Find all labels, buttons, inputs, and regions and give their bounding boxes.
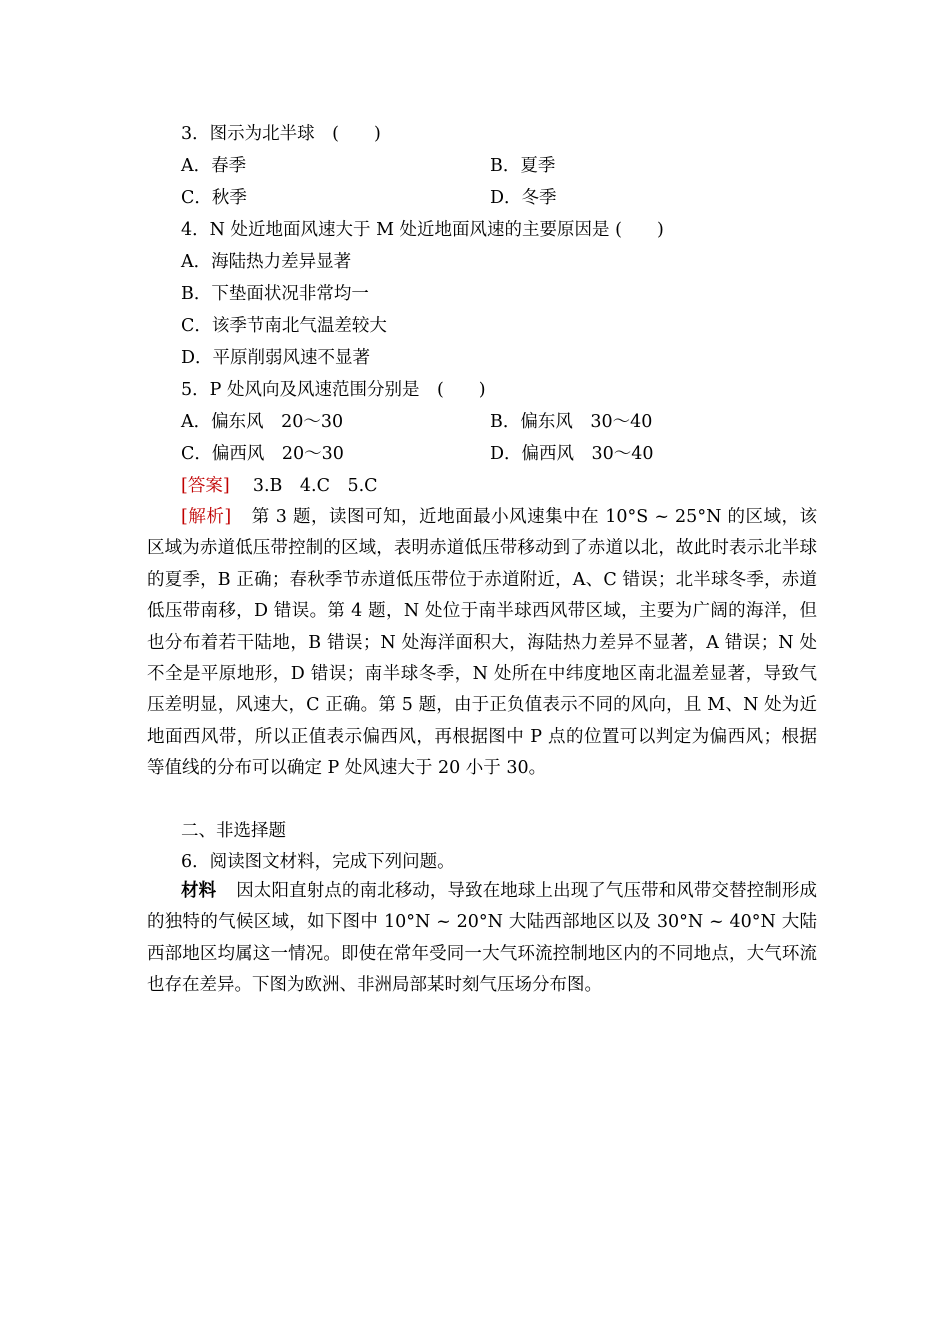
question-5-option-b: B．偏东风 30～40: [490, 412, 653, 432]
material-text: 因太阳直射点的南北移动，导致在地球上出现了气压带和风带交替控制形成的独特的气候区域，如下图中 10°N ~ 20°N 大陆西部地区以及 30°N ~ 40°N 大陆西部地区均属这一情况。即使在常年受同一大气环流控制地区内的不同地点，大气环流也存在差异。下图为欧洲、非洲局部某时刻气压场分布图。: [147, 881, 818, 996]
question-4-option-a: A．海陆热力差异显著: [181, 252, 352, 272]
material-label: 材料: [181, 881, 217, 901]
question-5-stem: 5．P 处风向及风速范围分别是 ( ): [181, 380, 486, 400]
analysis-text: 第 3 题，读图可知，近地面最小风速集中在 10°S ~ 25°N 的区域，该区域为赤道低压带控制的区域，表明赤道低压带移动到了赤道以北，故此时表示北半球的夏季，B 正确；春秋季节赤道低压带位于赤道附近，A、C 错误；北半球冬季，赤道低压带南移，D 错误。第 4 题，N 处位于南半球西风带区域，主要为广阔的海洋，但也分布着若干陆地，B 错误；N 处海洋面积大，海陆热力差异不显著，A 错误；N 处不全是平原地形，D 错误；南半球冬季，N 处所在中纬度地区南北温差显著，导致气压差明显，风速大，C 正确。第 5 题，由于正负值表示不同的风向，且 M、N 处为近地面西风带，所以正值表示偏西风，再根据图中 P 点的位置可以判定为偏西风；根据等值线的分布可以确定 P 处风速大于 20 小于 30。: [147, 507, 817, 779]
question-4-option-c: C．该季节南北气温差较大: [181, 316, 387, 336]
answer-label: [答案]: [181, 476, 230, 496]
question-3-option-a: A．春季: [181, 156, 247, 176]
question-4-stem: 4．N 处近地面风速大于 M 处近地面风速的主要原因是 ( ): [181, 220, 664, 240]
question-5-option-a: A．偏东风 20～30: [181, 412, 344, 432]
analysis-paragraph: [147, 502, 817, 785]
question-6-stem: 6．阅读图文材料，完成下列问题。: [181, 852, 455, 872]
question-3-option-d: D．冬季: [490, 188, 557, 208]
question-4-option-b: B．下垫面状况非常均一: [181, 284, 369, 304]
question-3-option-c: C．秋季: [181, 188, 247, 208]
question-4-option-d: D．平原削弱风速不显著: [181, 348, 371, 368]
analysis-label: [解析]: [181, 507, 232, 527]
answer-text: 3.B 4.C 5.C: [252, 476, 378, 496]
question-5-option-c: C．偏西风 20～30: [181, 444, 344, 464]
section-2-title: 二、非选择题: [181, 821, 286, 841]
question-3-option-b: B．夏季: [490, 156, 556, 176]
question-3-stem: 3．图示为北半球 ( ): [181, 124, 381, 144]
question-5-option-d: D．偏西风 30～40: [490, 444, 654, 464]
material-paragraph: [147, 876, 817, 1002]
answer-line: [181, 474, 378, 498]
